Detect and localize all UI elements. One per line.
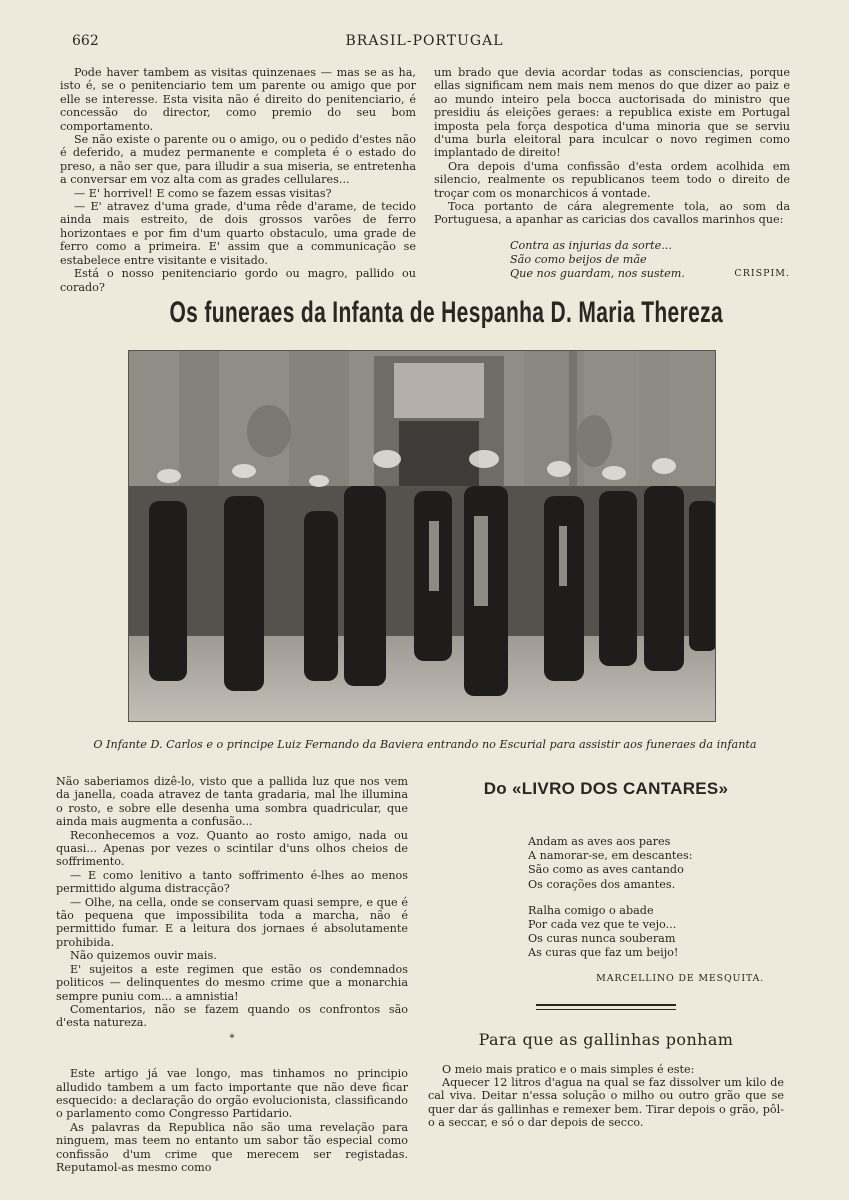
column-bottom-left — [56, 775, 408, 1174]
poem-line: Que nos guardam, nos sustem. — [510, 266, 685, 280]
column-bottom-right — [428, 775, 784, 1130]
poem-quote — [434, 239, 790, 281]
verse-line: Por cada vez que te vejo... — [528, 918, 677, 932]
paragraph: Não quizemos ouvir mais. — [70, 949, 217, 963]
paragraph: Está o nosso penitenciario gordo ou magro, pallido ou corado? — [60, 267, 416, 294]
column-top-right — [434, 66, 790, 281]
paragraph: Reconhecemos a voz. Quanto ao rosto amigo, nada ou quasi... Apenas por vezes o scintilar d'uns olhos cheios de soffrimento. — [56, 828, 408, 869]
paragraph: — E' atravez d'uma grade, d'uma rêde d'arame, de tecido ainda mais estreito, de dois grossos varões de ferro horizontaes e por fim d'um quarto obstaculo, uma grade de ferro como a primeira. E' assim que a communicação se estabelece entre visitante e visitado. — [60, 200, 416, 267]
section-divider — [536, 1004, 676, 1010]
verse-line: Andam as aves aos pares — [528, 835, 671, 848]
verse-line: A namorar-se, em descantes: — [528, 849, 693, 863]
funeral-photograph — [128, 350, 716, 722]
gallinhas-body — [428, 1063, 784, 1130]
verse-line: As curas que faz um beijo! — [528, 946, 679, 960]
cantares-title: Do «LIVRO DOS CANTARES» — [483, 779, 729, 798]
poem-signature: CRISPIM. — [734, 267, 790, 279]
paragraph: Ora depois d'uma confissão d'esta ordem acolhida em silencio, realmente os republicanos teem todo o direito de troçar com os monarchicos á vontade. — [434, 159, 790, 200]
column-top-left — [60, 66, 416, 294]
verse-line: Ralha comigo o abade — [528, 903, 654, 917]
photograph-image — [129, 351, 716, 722]
photo-caption: O Infante D. Carlos e o principe Luiz Fernando da Baviera entrando no Escurial para assistir aos funeraes da infanta — [93, 738, 757, 751]
paragraph: Pode haver tambem as visitas quinzenaes — mas se as ha, isto é, se o penitenciario tem um parente ou amigo que por elle se interesse. Esta visita não é direito do penitenciario, é concessão do director, como premio do seu bom comportamento. — [60, 66, 416, 133]
poem-line: São como beijos de mãe — [510, 252, 647, 266]
paragraph: Se não existe o parente ou o amigo, ou o pedido d'estes não é deferido, a mudez permanente e completa é o estado do preso, a não ser que, para illudir a sua miseria, se entretenha a conversar em voz alta com as grades cellulares... — [60, 133, 416, 187]
cantares-poem — [428, 835, 784, 961]
paragraph: um brado que devia acordar todas as consciencias, porque ellas significam nem mais nem menos do que dizer ao paiz e ao mundo inteiro pela bocca auctorisada do ministro que presidiu ás eleições geraes: a republica existe em Portugal imposta pela força despotica d'uma minoria que se serviu d'uma burla eleitoral para inculcar o novo regimen como implantado de direito! — [434, 66, 790, 160]
verse-line: Os curas nunca souberam — [528, 932, 676, 946]
stanza — [528, 835, 784, 892]
paragraph: Comentarios, não se fazem quando os confrontos são d'esta natureza. — [56, 1002, 408, 1030]
verse-line: Os corações dos amantes. — [528, 877, 676, 891]
paragraph: Este artigo já vae longo, mas tinhamos no principio alludido tambem a um facto importante que não deve ficar esquecido: a declaração do orgão evolucionista, classificando o parlamento como Congresso Partidario. — [56, 1067, 408, 1121]
paragraph: Não saberiamos dizê-lo, visto que a pallida luz que nos vem da janella, coada atravez de tanta gradaria, mal lhe illumina o rosto, e sobre elle desenha uma sombra quadricular, que ainda mais augmenta a confusão... — [56, 775, 408, 829]
paragraph: Aquecer 12 litros d'agua na qual se faz dissolver um kilo de cal viva. Deitar n'essa solução o milho ou outro grão que se quer dar ás gallinhas e remexer bem. Tirar depois o grão, pôl-o a seccar, e só o dar depois de secco. — [428, 1076, 784, 1130]
paragraph: As palavras da Republica não são uma revelação para ninguem, mas teem no entanto um sabor tão especial como confissão d'um crime que merecem ser registadas. Reputamol-as mesmo como — [56, 1120, 408, 1174]
paragraph: O meio mais pratico e o mais simples é este: — [442, 1062, 695, 1076]
article-headline: Os funeraes da Infanta de Hespanha D. Maria Thereza — [169, 296, 724, 329]
section-separator: * — [229, 1032, 235, 1044]
verse-line: São como as aves cantando — [528, 863, 684, 877]
page-number: 662 — [72, 33, 99, 49]
poem-line: Contra as injurias da sorte... — [510, 238, 672, 252]
running-head: BRASIL-PORTUGAL — [345, 33, 504, 49]
paragraph: — E' horrivel! E como se fazem essas visitas? — [74, 186, 332, 200]
paragraph: Toca portanto de cára alegremente tola, ao som da Portuguesa, a apanhar as caricias dos cavallos marinhos que: — [434, 200, 790, 227]
gallinhas-title: Para que as gallinhas ponham — [478, 1029, 734, 1049]
paragraph: — E como lenitivo a tanto soffrimento é-lhes ao menos permittido alguma distracção? — [56, 868, 408, 896]
paragraph: E' sujeitos a este regimen que estão os condemnados politicos — delinquentes do mesmo crime que a monarchia sempre puniu com... a amnistia! — [56, 962, 408, 1003]
stanza — [528, 904, 784, 961]
poem-author: MARCELLINO DE MESQUITA. — [596, 972, 764, 984]
paragraph: — Olhe, na cella, onde se conservam quasi sempre, e que é tão pequena que impossibilita toda a marcha, não é permittido fumar. E a leitura dos jornaes é absolutamente prohibida. — [56, 895, 408, 949]
